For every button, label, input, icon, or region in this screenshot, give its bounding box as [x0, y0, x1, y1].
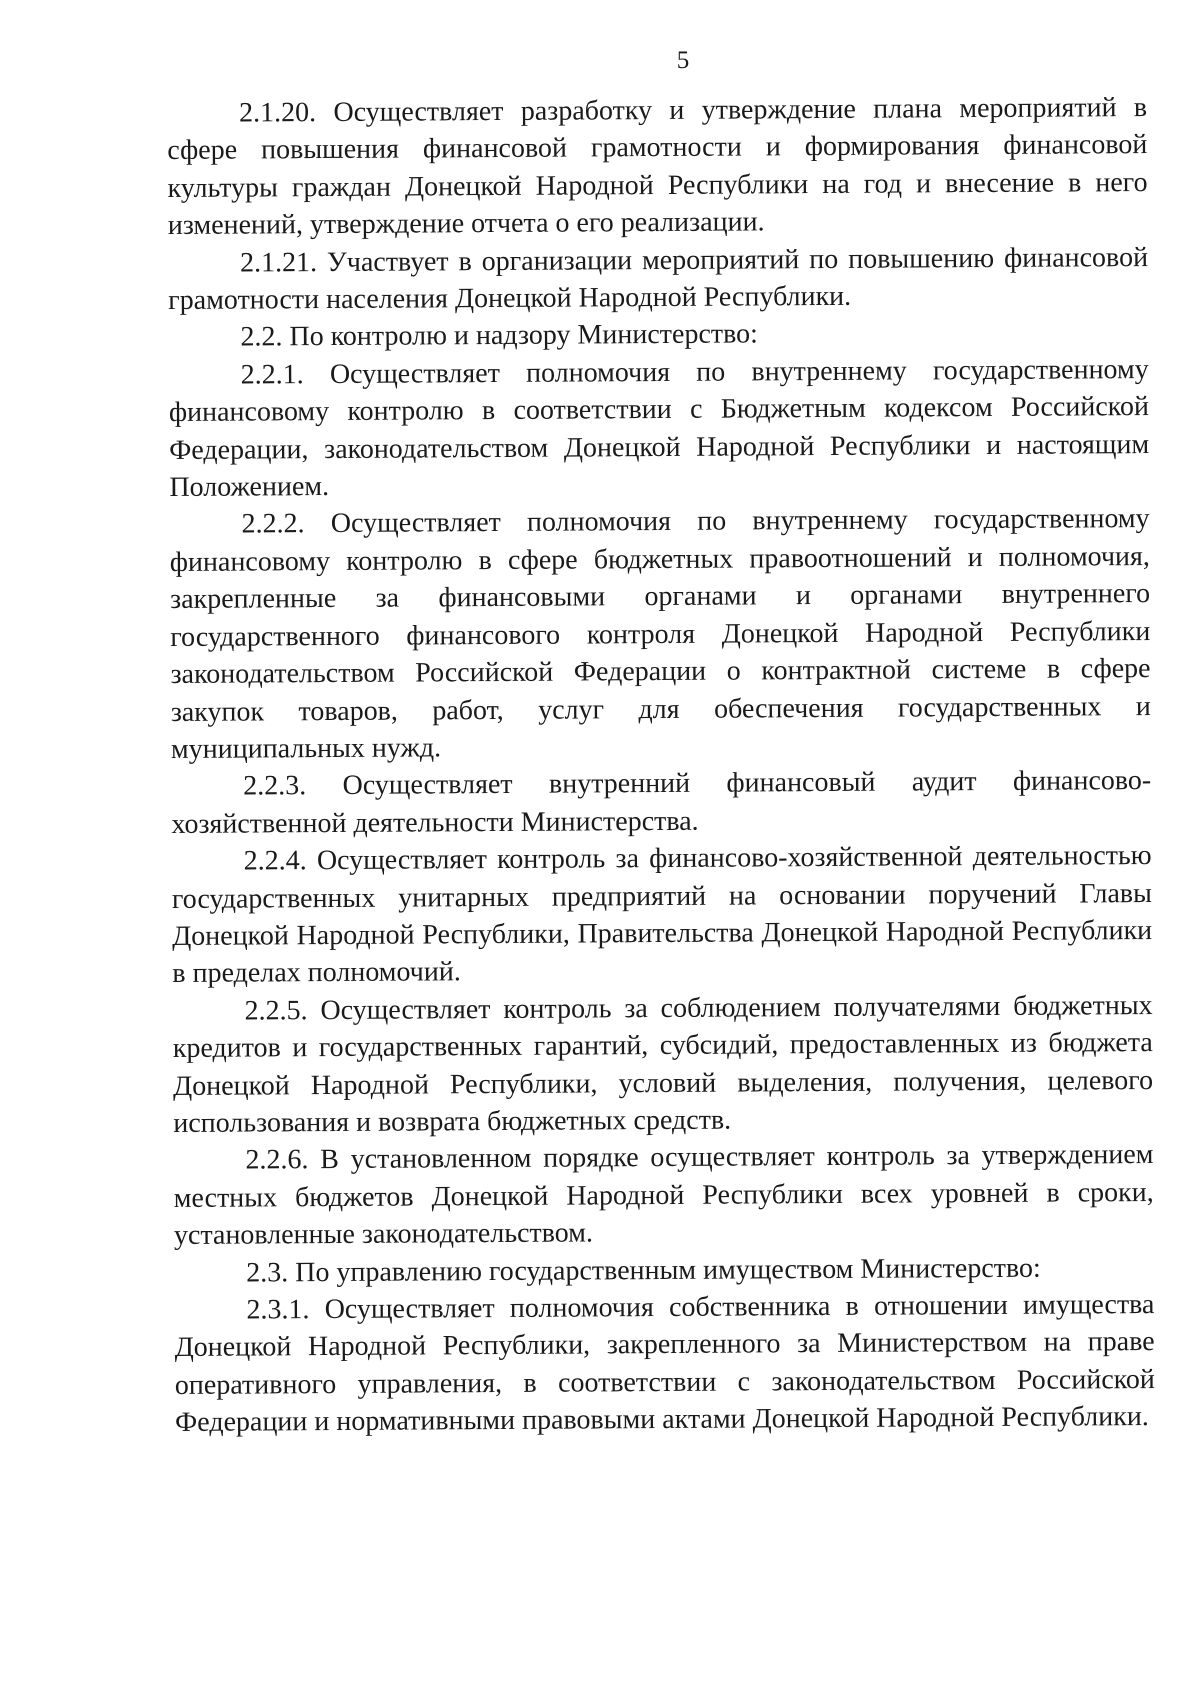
paragraph-2-2-1: 2.2.1. Осуществляет полномочия по внутреннему государственному финансовому контролю в соответствии с Бюджетным кодексом Российской Федерации, законодательством Донецкой Народной Республики и настоящим Положением.: [168, 353, 1150, 504]
paragraph-2-2-3: 2.2.3. Осуществляет внутренний финансовый аудит финансово-хозяйственной деятельности Министерства.: [171, 765, 1152, 840]
paragraph-2-2-5: 2.2.5. Осуществляет контроль за соблюдением получателями бюджетных кредитов и государственных гарантий, субсидий, предоставленных из бюджета Донецкой Народной Республики, условий выделения, получения, целевого использования и возврата бюджетных средств.: [172, 989, 1154, 1139]
page-number: 5: [676, 47, 690, 74]
paragraph-2-2-4: 2.2.4. Осуществляет контроль за финансово-хозяйственной деятельностью государственных унитарных предприятий на основании поручений Главы Донецкой Народной Республики, Правительства Донецкой Народной Республики в пределах полномочий.: [171, 840, 1153, 990]
paragraph-2-1-21: 2.1.21. Участвует в организации мероприятий по повышению финансовой грамотности населения Донецкой Народной Республики.: [168, 241, 1149, 317]
paragraph-2-3-1: 2.3.1. Осуществляет полномочия собственника в отношении имущества Донецкой Народной Республики, закрепленного за Министерством на праве оперативного управления, в соответствии с законодательством Российской Федерации и нормативными правовыми актами Донецкой Народной Республики.: [174, 1288, 1155, 1439]
paragraph-2-2-2: 2.2.2. Осуществляет полномочия по внутреннему государственному финансовому контролю в сфере бюджетных правоотношений и полномочия, закрепленные за финансовыми органами и органами внутреннего государственного финансового контроля Донецкой Народной Республики законодательством Российской Федерации о контрактной системе в сфере закупок товаров, работ, услуг для обеспечения государственных и муниципальных нужд.: [169, 503, 1151, 765]
section-heading-2-3: 2.3. По управлению государственным имуществом Министерство:: [246, 1252, 1041, 1289]
section-heading-2-2: 2.2. По контролю и надзору Министерство:: [240, 318, 758, 353]
document-body: [167, 89, 1155, 1442]
paragraph-2-2-6: 2.2.6. В установленном порядке осуществляет контроль за утверждением местных бюджетов Донецкой Народной Республики всех уровней в сроки, установленные законодательством.: [173, 1139, 1154, 1252]
paragraph-2-1-20: 2.1.20. Осуществляет разработку и утверждение плана мероприятий в сфере повышения финансовой грамотности и формирования финансовой культуры граждан Донецкой Народной Республики на год и внесение в него изменений, утверждение отчета о его реализации.: [167, 92, 1148, 242]
